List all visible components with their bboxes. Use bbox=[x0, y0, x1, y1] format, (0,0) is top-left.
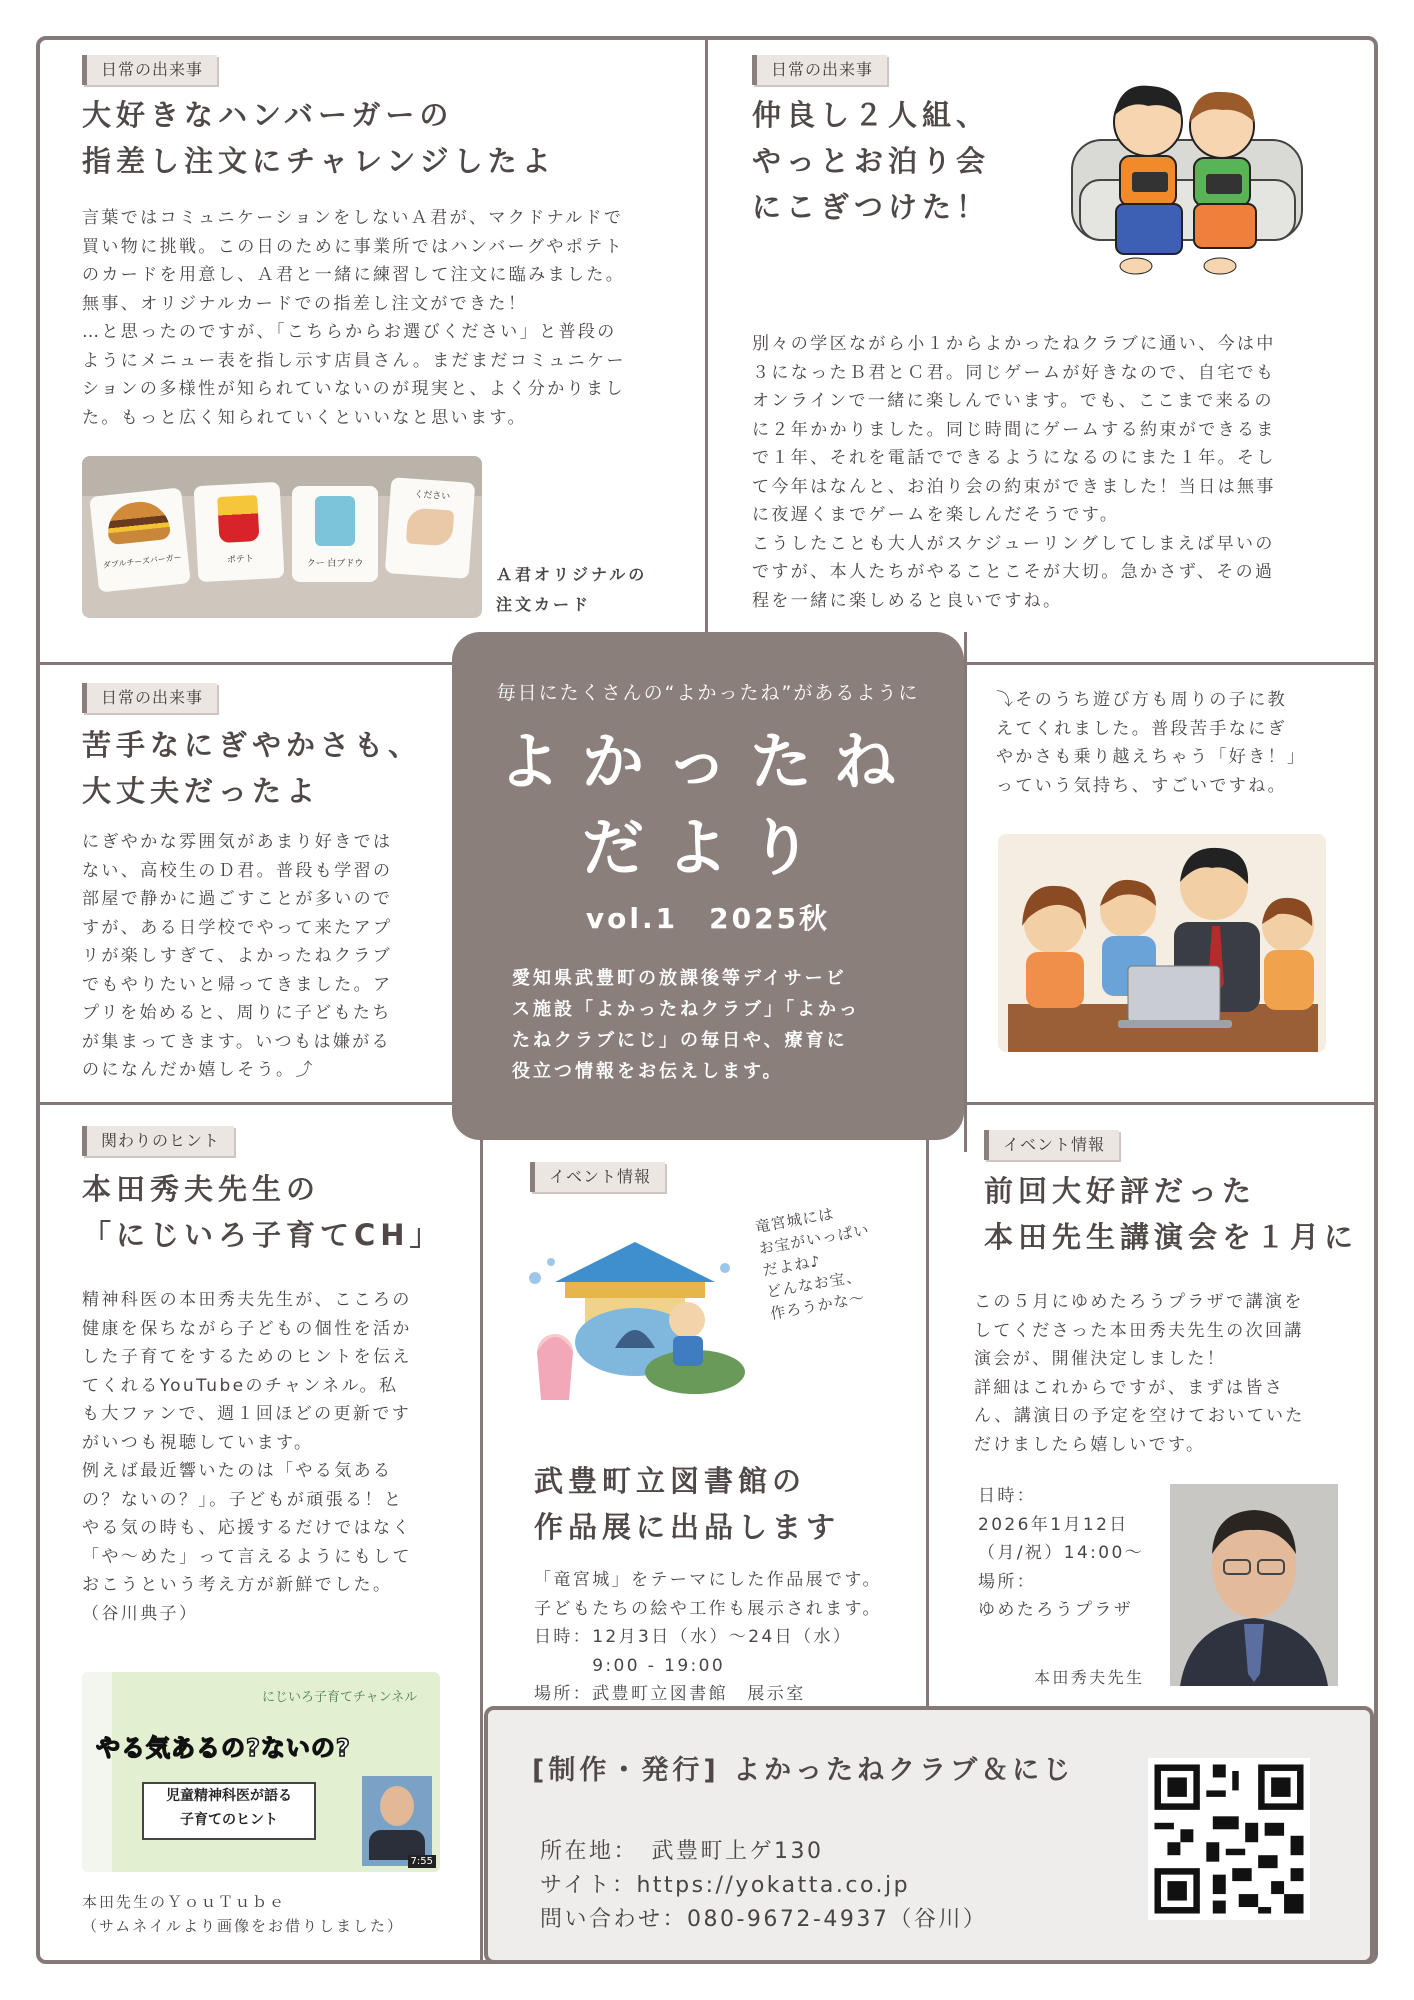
website-link[interactable]: サイト：https://yokatta.co.jp bbox=[540, 1873, 911, 1898]
divider bbox=[36, 1102, 452, 1105]
publisher-title: [制作・発行] よかったねクラブ＆にじ bbox=[532, 1755, 1075, 1786]
newsletter-masthead bbox=[452, 632, 964, 1140]
youtube-thumbnail[interactable]: にじいろ子育てチャンネル やる気あるの?ないの? 児童精神科医が語る 子育てのヒント 7:55 bbox=[82, 1672, 440, 1872]
qr-code-icon[interactable] bbox=[1148, 1758, 1310, 1920]
thumbnail-caption: 本田先生のＹｏｕＴｕｂｅ （サムネイルより画像をお借りしました） bbox=[82, 1893, 404, 1935]
section-tag: 日常の出来事 bbox=[82, 55, 217, 85]
speaker-avatar bbox=[362, 1776, 432, 1866]
section-tag: イベント情報 bbox=[530, 1162, 665, 1192]
section-title: 大好きなハンバーガーの 指差し注文にチャレンジしたよ bbox=[82, 98, 556, 178]
section-title: 本田秀夫先生の 「にじいろ子育てCH」 bbox=[82, 1172, 444, 1252]
masthead-description: 愛知県武豊町の放課後等デイサービ ス施設「よかったねクラブ」「よかっ たねクラブにじ」の毎日や、療育に 役立つ情報をお伝えします。 bbox=[512, 968, 860, 1082]
divider bbox=[705, 36, 708, 632]
section-body: 別々の学区ながら小１からよかったねクラブに通い、今は中 ３になったＢ君とＣ君。同じゲームが好きなので、自宅でも オンラインで一緒に楽しんでいます。でも、ここまで来るの に２年かかりました。同じ時間にゲームする約束ができるま で１年、それを電話でできるようになるのにまた１年。そし て今年はなんと、お泊り会の約束ができました！当日は無事 に夜遅くまでゲームを楽しんだそうです。 こうしたことも大人がスケジューリングしてしまえば早いの ですが、本人たちがやることこそが大切。急かさず、その過 程を一緒に楽しめると良いですね。 bbox=[752, 334, 1276, 611]
order-cards-photo bbox=[82, 456, 482, 618]
masthead-subtitle: 毎日にたくさんの“よかったね”があるように bbox=[496, 682, 920, 704]
burger-icon bbox=[105, 499, 171, 545]
issue-volume: vol.1 2025秋 bbox=[585, 902, 831, 935]
speaker-photo bbox=[1170, 1484, 1338, 1686]
section-body-continued: ⤵そのうち遊び方も周りの子に教 えてくれました。普段苦手なにぎ やかさも乗り越えちゃう「好き！」 っていう気持ち、すごいですね。 bbox=[996, 690, 1307, 796]
divider bbox=[964, 1102, 1378, 1105]
section-tag: イベント情報 bbox=[984, 1130, 1119, 1160]
section-body: にぎやかな雰囲気があまり好きでは ない、高校生のＤ君。普段も学習の 部屋で静かに過ごすことが多いので すが、ある日学校でやって来たアプ リが楽しすぎて、よかったねクラブ でもやりたいと帰ってきました。ア プリを始めると、周りに子どもたち が集まってきます。いつもは嫌がる のになんだか嬉しそう。⤴ bbox=[82, 832, 393, 1080]
section-title: 苦手なにぎやかさも、 大丈夫だったよ bbox=[82, 728, 423, 808]
section-body: 精神科医の本田秀夫先生が、こころの 健康を保ちながら子どもの個性を活か した子育てをするためのヒントを伝え てくれるYouTubeのチャンネル。私 も大ファンで、週１回ほどの更新です がいつも視聴しています。 例えば最近響いたのは「やる気ある の？ないの？」。子どもが頑張る！と やる気の時も、応援するだけではなく 「や～めた」って言えるようにもして おこうという考え方が新鮮でした。 （谷川典子） bbox=[82, 1290, 412, 1624]
section-title: 仲良し２人組、 やっとお泊り会 にこぎつけた！ bbox=[752, 98, 991, 224]
section-body: 言葉ではコミュニケーションをしないＡ君が、マクドナルドで 買い物に挑戦。この日のために事業所ではハンバーグやポテト のカードを用意し、Ａ君と一緒に練習して注文に臨みました。 無事、オリジナルカードでの指差し注文ができた！ …と思ったのですが、「こちらからお選びください」と普段の ようにメニュー表を指し示す店員さん。まだまだコミュニケー ションの多様性が知られていないのが現実と、よく分かりまし た。もっと広く知られていくといいなと思います。 bbox=[82, 208, 626, 428]
divider bbox=[926, 1130, 929, 1706]
speech-bubble: 竜宮城には お宝がいっぱい だよね♪ どんなお宝、 作ろうかな～ bbox=[753, 1204, 871, 1323]
fries-icon bbox=[217, 495, 259, 543]
section-title: 前回大好評だった 本田先生講演会を１月に bbox=[984, 1174, 1359, 1254]
section-body: 「竜宮城」をテーマにした作品展です。 子どもたちの絵や工作も展示されます。 日時：12月3日（水）～24日（水） 9:00 - 19:00 場所：武豊町立図書館 展示室 bbox=[534, 1570, 882, 1704]
section-body: この５月にゆめたろうプラザで講演を してくださった本田秀夫先生の次回講 演会が、開催決定しました！ 詳細はこれからですが、まずは皆さ ん、講演日の予定を空けておいていた だけましたら嬉しいです。 bbox=[974, 1292, 1305, 1455]
section-tag: 日常の出来事 bbox=[752, 55, 887, 85]
address-text: 所在地： 武豊町上ゲ130 bbox=[540, 1839, 824, 1864]
section-title: 武豊町立図書館の 作品展に出品します bbox=[534, 1464, 841, 1544]
divider bbox=[480, 1120, 483, 1964]
please-card: ください bbox=[385, 477, 475, 579]
divider bbox=[964, 662, 1378, 665]
section-tag: 関わりのヒント bbox=[82, 1126, 234, 1156]
section-tag: 日常の出来事 bbox=[82, 683, 217, 713]
boys-playing-game-illustration bbox=[1070, 80, 1310, 280]
juice-card: クー 白ブドウ bbox=[292, 486, 378, 582]
divider bbox=[964, 632, 967, 1152]
publisher-footer bbox=[484, 1706, 1374, 1964]
ryuguu-castle-illustration bbox=[515, 1232, 755, 1408]
hand-icon bbox=[406, 507, 454, 546]
photo-caption: 本田秀夫先生 bbox=[1034, 1668, 1145, 1687]
divider bbox=[36, 662, 452, 665]
burger-card: ダブルチーズバーガー bbox=[89, 487, 191, 592]
juice-icon bbox=[315, 496, 355, 546]
photo-caption: Ａ君オリジナルの 注文カード bbox=[496, 565, 648, 614]
event-details: 日時： 2026年1月12日 （月/祝）14:00～ 場所： ゆめたろうプラザ bbox=[978, 1486, 1145, 1620]
newsletter-title: よかったね だより bbox=[497, 725, 918, 884]
fries-card: ポテト bbox=[194, 482, 285, 582]
contact-text: 問い合わせ：080-9672-4937（谷川） bbox=[540, 1907, 988, 1932]
kids-laptop-illustration bbox=[998, 834, 1326, 1052]
